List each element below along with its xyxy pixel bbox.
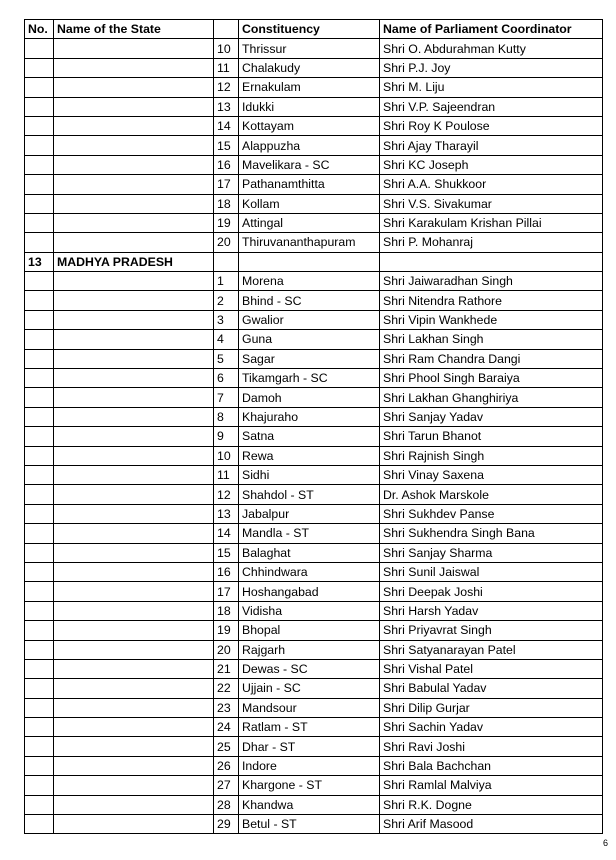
cell-constituency-number: 11: [214, 465, 239, 484]
cell-constituency: Damoh: [239, 388, 380, 407]
cell-no: [25, 815, 54, 834]
cell-no: [25, 136, 54, 155]
cell-state: [54, 718, 214, 737]
cell-coordinator: Shri Harsh Yadav: [380, 601, 603, 620]
cell-coordinator: Shri Sukhendra Singh Bana: [380, 524, 603, 543]
table-row: [25, 485, 603, 504]
cell-constituency-number: 19: [214, 213, 239, 232]
cell-constituency-number: 1: [214, 272, 239, 291]
cell-coordinator: Shri Sanjay Sharma: [380, 543, 603, 562]
cell-constituency: Bhopal: [239, 621, 380, 640]
cell-coordinator: Shri V.S. Sivakumar: [380, 194, 603, 213]
cell-constituency: Alappuzha: [239, 136, 380, 155]
cell-no: [25, 582, 54, 601]
cell-constituency-number: 29: [214, 815, 239, 834]
cell-coordinator: Dr. Ashok Marskole: [380, 485, 603, 504]
cell-constituency-number: 11: [214, 58, 239, 77]
cell-coordinator: Shri Ram Chandra Dangi: [380, 349, 603, 368]
cell-constituency: Balaghat: [239, 543, 380, 562]
cell-no: [25, 78, 54, 97]
cell-state: [54, 116, 214, 135]
cell-constituency: Rewa: [239, 446, 380, 465]
cell-constituency-number: 15: [214, 543, 239, 562]
cell-constituency-number: 7: [214, 388, 239, 407]
cell-constituency: Chhindwara: [239, 562, 380, 581]
table-row: [25, 233, 603, 252]
cell-no: [25, 446, 54, 465]
table-row: [25, 97, 603, 116]
cell-state: [54, 776, 214, 795]
cell-coordinator: Shri Babulal Yadav: [380, 679, 603, 698]
table-row: [25, 815, 603, 834]
cell-constituency-number: 24: [214, 718, 239, 737]
table-row: [25, 621, 603, 640]
cell-constituency-number: 26: [214, 756, 239, 775]
cell-coordinator: Shri Vishal Patel: [380, 659, 603, 678]
cell-constituency: Dewas - SC: [239, 659, 380, 678]
table-row: [25, 427, 603, 446]
cell-state: [54, 97, 214, 116]
cell-coordinator: Shri Priyavrat Singh: [380, 621, 603, 640]
cell-no: [25, 601, 54, 620]
cell-state: [54, 78, 214, 97]
cell-constituency: Vidisha: [239, 601, 380, 620]
cell-coordinator: Shri Vinay Saxena: [380, 465, 603, 484]
cell-no: [25, 679, 54, 698]
cell-constituency: Khargone - ST: [239, 776, 380, 795]
cell-constituency-number: 5: [214, 349, 239, 368]
cell-constituency: Ratlam - ST: [239, 718, 380, 737]
cell-constituency-number: 12: [214, 78, 239, 97]
cell-state: [54, 446, 214, 465]
cell-state: [54, 39, 214, 58]
cell-state: [54, 485, 214, 504]
cell-constituency: Sidhi: [239, 465, 380, 484]
table-row: [25, 776, 603, 795]
table-row: [25, 175, 603, 194]
table-row: [25, 543, 603, 562]
cell-no: [25, 194, 54, 213]
cell-no: [25, 175, 54, 194]
cell-state: [54, 58, 214, 77]
cell-coordinator: Shri Jaiwaradhan Singh: [380, 272, 603, 291]
table-row: [25, 58, 603, 77]
cell-coordinator: Shri Roy K Poulose: [380, 116, 603, 135]
table-row: [25, 388, 603, 407]
cell-no: [25, 795, 54, 814]
cell-constituency: Ernakulam: [239, 78, 380, 97]
cell-coordinator: Shri Vipin Wankhede: [380, 310, 603, 329]
cell-constituency-number: 28: [214, 795, 239, 814]
cell-constituency: Mandsour: [239, 698, 380, 717]
cell-state: [54, 815, 214, 834]
cell-no: [25, 97, 54, 116]
cell-constituency: Kottayam: [239, 116, 380, 135]
table-row: [25, 136, 603, 155]
cell-coordinator: Shri Ramlal Malviya: [380, 776, 603, 795]
table-row: [25, 349, 603, 368]
cell-no: [25, 718, 54, 737]
cell-constituency: Attingal: [239, 213, 380, 232]
cell-state: [54, 737, 214, 756]
cell-coordinator: Shri Sukhdev Panse: [380, 504, 603, 523]
cell-constituency: Pathanamthitta: [239, 175, 380, 194]
cell-no: [25, 659, 54, 678]
table-row: [25, 446, 603, 465]
cell-coordinator: Shri Nitendra Rathore: [380, 291, 603, 310]
cell-coordinator: Shri Tarun Bhanot: [380, 427, 603, 446]
cell-coordinator: Shri P.J. Joy: [380, 58, 603, 77]
cell-no: [25, 369, 54, 388]
table-row: [25, 524, 603, 543]
cell-state: [54, 679, 214, 698]
cell-coordinator: [380, 252, 603, 271]
page-number: 6: [602, 838, 608, 848]
cell-no: [25, 485, 54, 504]
cell-state: [54, 698, 214, 717]
cell-no: [25, 543, 54, 562]
table-row: [25, 756, 603, 775]
table-row: [25, 659, 603, 678]
table-row: [25, 718, 603, 737]
table-row: [25, 213, 603, 232]
cell-no: [25, 504, 54, 523]
cell-coordinator: Shri Sanjay Yadav: [380, 407, 603, 426]
cell-constituency-number: 8: [214, 407, 239, 426]
cell-coordinator: Shri A.A. Shukkoor: [380, 175, 603, 194]
cell-constituency-number: 17: [214, 582, 239, 601]
cell-coordinator: Shri Bala Bachchan: [380, 756, 603, 775]
cell-constituency: Mavelikara - SC: [239, 155, 380, 174]
cell-coordinator: Shri M. Liju: [380, 78, 603, 97]
table-row: [25, 504, 603, 523]
cell-state: [54, 407, 214, 426]
table-row: [25, 194, 603, 213]
cell-constituency-number: 18: [214, 601, 239, 620]
cell-state: [54, 756, 214, 775]
table-header-row: [25, 20, 603, 39]
cell-constituency-number: [214, 252, 239, 271]
cell-no: [25, 776, 54, 795]
cell-constituency: Gwalior: [239, 310, 380, 329]
table-row: [25, 116, 603, 135]
table-row: [25, 407, 603, 426]
cell-constituency-number: 13: [214, 504, 239, 523]
table-row: [25, 155, 603, 174]
cell-constituency-number: 25: [214, 737, 239, 756]
cell-constituency: Sagar: [239, 349, 380, 368]
cell-no: [25, 698, 54, 717]
cell-coordinator: Shri Karakulam Krishan Pillai: [380, 213, 603, 232]
cell-no: [25, 116, 54, 135]
cell-state: [54, 175, 214, 194]
cell-coordinator: Shri Sachin Yadav: [380, 718, 603, 737]
table-row: [25, 291, 603, 310]
cell-state: [54, 582, 214, 601]
cell-no: [25, 349, 54, 368]
cell-no: [25, 58, 54, 77]
cell-constituency: Khajuraho: [239, 407, 380, 426]
cell-constituency: Morena: [239, 272, 380, 291]
cell-constituency: Ujjain - SC: [239, 679, 380, 698]
cell-constituency: Hoshangabad: [239, 582, 380, 601]
table-row: [25, 795, 603, 814]
table-row: [25, 640, 603, 659]
cell-no: [25, 524, 54, 543]
cell-constituency: Betul - ST: [239, 815, 380, 834]
cell-constituency-number: 6: [214, 369, 239, 388]
cell-constituency: Chalakudy: [239, 58, 380, 77]
cell-state: [54, 233, 214, 252]
cell-constituency-number: 14: [214, 116, 239, 135]
table-row: [25, 465, 603, 484]
cell-constituency-number: 22: [214, 679, 239, 698]
cell-state: [54, 291, 214, 310]
cell-coordinator: Shri O. Abdurahman Kutty: [380, 39, 603, 58]
table-row: [25, 310, 603, 329]
table-row: [25, 582, 603, 601]
table-row: [25, 369, 603, 388]
cell-constituency-number: 13: [214, 97, 239, 116]
cell-coordinator: Shri Rajnish Singh: [380, 446, 603, 465]
cell-constituency: Guna: [239, 330, 380, 349]
cell-constituency-number: 23: [214, 698, 239, 717]
table-row: [25, 737, 603, 756]
header-no: No.: [25, 20, 54, 39]
cell-constituency-number: 15: [214, 136, 239, 155]
header-state: Name of the State: [54, 20, 214, 39]
cell-state: [54, 310, 214, 329]
cell-state: [54, 465, 214, 484]
table-row: [25, 330, 603, 349]
cell-coordinator: Shri Satyanarayan Patel: [380, 640, 603, 659]
cell-coordinator: Shri P. Mohanraj: [380, 233, 603, 252]
cell-state: [54, 349, 214, 368]
cell-coordinator: Shri Phool Singh Baraiya: [380, 369, 603, 388]
cell-state: [54, 272, 214, 291]
cell-state: [54, 562, 214, 581]
cell-state: [54, 194, 214, 213]
cell-constituency-number: 16: [214, 562, 239, 581]
cell-constituency: Kollam: [239, 194, 380, 213]
table-row: [25, 601, 603, 620]
cell-constituency: Thrissur: [239, 39, 380, 58]
cell-state: [54, 504, 214, 523]
cell-state: [54, 543, 214, 562]
header-constituency-number: [214, 20, 239, 39]
cell-no: [25, 39, 54, 58]
cell-coordinator: Shri Lakhan Singh: [380, 330, 603, 349]
cell-state: [54, 524, 214, 543]
cell-constituency: Dhar - ST: [239, 737, 380, 756]
cell-constituency-number: 10: [214, 39, 239, 58]
cell-constituency-number: 19: [214, 621, 239, 640]
cell-coordinator: Shri V.P. Sajeendran: [380, 97, 603, 116]
cell-no: [25, 213, 54, 232]
cell-no: [25, 155, 54, 174]
cell-coordinator: Shri Lakhan Ghanghiriya: [380, 388, 603, 407]
cell-constituency-number: 27: [214, 776, 239, 795]
cell-no: [25, 465, 54, 484]
table-row: [25, 679, 603, 698]
table-row: [25, 562, 603, 581]
cell-no: [25, 233, 54, 252]
cell-state: [54, 136, 214, 155]
cell-no: [25, 640, 54, 659]
cell-constituency: [239, 252, 380, 271]
cell-no: [25, 621, 54, 640]
cell-state: [54, 795, 214, 814]
cell-state: MADHYA PRADESH: [54, 252, 214, 271]
cell-state: [54, 427, 214, 446]
cell-coordinator: Shri Arif Masood: [380, 815, 603, 834]
cell-no: [25, 407, 54, 426]
table-row: [25, 272, 603, 291]
cell-constituency: Shahdol - ST: [239, 485, 380, 504]
cell-constituency: Indore: [239, 756, 380, 775]
cell-constituency-number: 12: [214, 485, 239, 504]
cell-constituency: Tikamgarh - SC: [239, 369, 380, 388]
cell-no: [25, 737, 54, 756]
cell-coordinator: Shri Ravi Joshi: [380, 737, 603, 756]
cell-constituency-number: 17: [214, 175, 239, 194]
cell-constituency-number: 9: [214, 427, 239, 446]
cell-no: [25, 272, 54, 291]
cell-no: [25, 427, 54, 446]
cell-constituency: Rajgarh: [239, 640, 380, 659]
cell-state: [54, 155, 214, 174]
cell-state: [54, 213, 214, 232]
cell-no: [25, 310, 54, 329]
coordinator-table: [24, 19, 603, 834]
cell-constituency: Thiruvananthapuram: [239, 233, 380, 252]
cell-no: [25, 388, 54, 407]
table-row: [25, 252, 603, 271]
cell-constituency-number: 21: [214, 659, 239, 678]
cell-no: [25, 330, 54, 349]
cell-state: [54, 640, 214, 659]
table-row: [25, 698, 603, 717]
cell-coordinator: Shri Sunil Jaiswal: [380, 562, 603, 581]
table-row: [25, 39, 603, 58]
cell-no: [25, 291, 54, 310]
cell-constituency: Mandla - ST: [239, 524, 380, 543]
cell-constituency-number: 16: [214, 155, 239, 174]
cell-coordinator: Shri Ajay Tharayil: [380, 136, 603, 155]
cell-no: [25, 562, 54, 581]
cell-state: [54, 369, 214, 388]
cell-state: [54, 601, 214, 620]
cell-constituency-number: 4: [214, 330, 239, 349]
cell-constituency: Khandwa: [239, 795, 380, 814]
cell-coordinator: Shri KC Joseph: [380, 155, 603, 174]
cell-no: [25, 756, 54, 775]
cell-coordinator: Shri Deepak Joshi: [380, 582, 603, 601]
cell-state: [54, 621, 214, 640]
cell-state: [54, 388, 214, 407]
cell-state: [54, 659, 214, 678]
cell-constituency-number: 10: [214, 446, 239, 465]
cell-coordinator: Shri Dilip Gurjar: [380, 698, 603, 717]
cell-constituency: Satna: [239, 427, 380, 446]
cell-constituency: Bhind - SC: [239, 291, 380, 310]
cell-constituency: Idukki: [239, 97, 380, 116]
cell-constituency: Jabalpur: [239, 504, 380, 523]
table-row: [25, 78, 603, 97]
cell-constituency-number: 3: [214, 310, 239, 329]
cell-constituency-number: 2: [214, 291, 239, 310]
cell-constituency-number: 14: [214, 524, 239, 543]
cell-coordinator: Shri R.K. Dogne: [380, 795, 603, 814]
cell-no: 13: [25, 252, 54, 271]
cell-constituency-number: 20: [214, 233, 239, 252]
cell-constituency-number: 20: [214, 640, 239, 659]
cell-constituency-number: 18: [214, 194, 239, 213]
table-body: [25, 39, 603, 834]
header-coordinator: Name of Parliament Coordinator: [380, 20, 603, 39]
cell-state: [54, 330, 214, 349]
header-constituency: Constituency: [239, 20, 380, 39]
